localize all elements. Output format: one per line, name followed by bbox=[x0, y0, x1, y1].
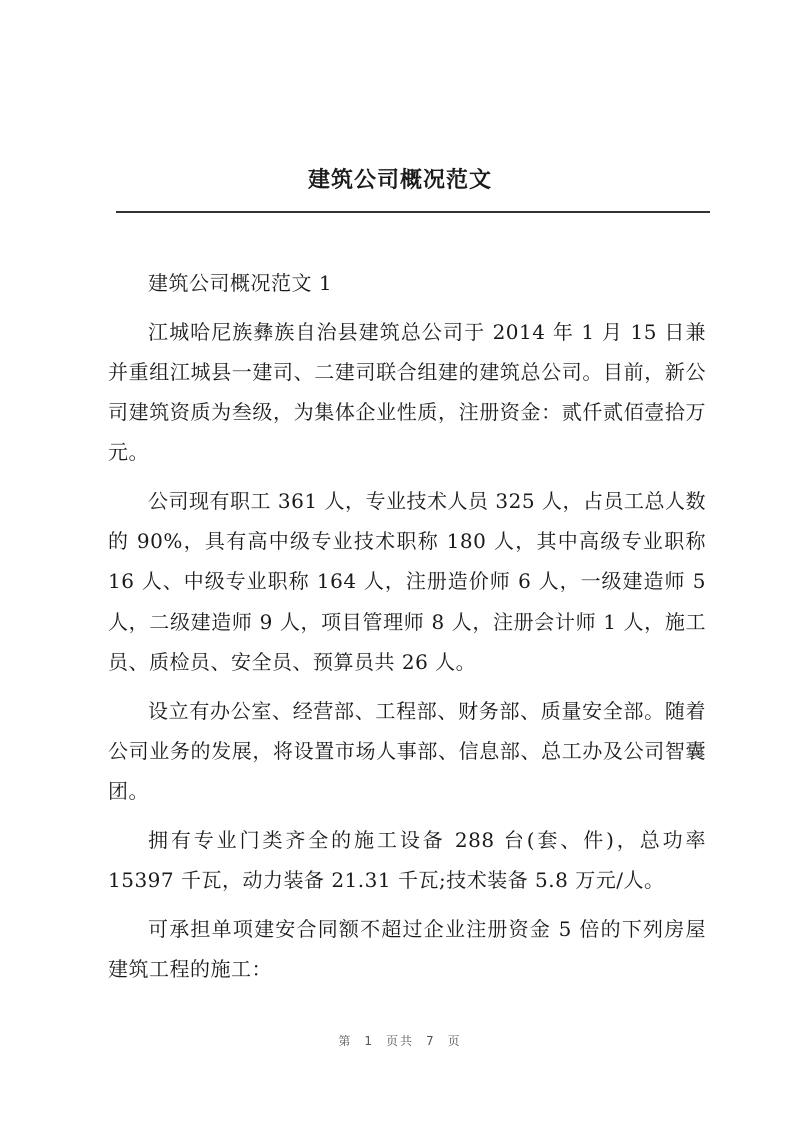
paragraph-equipment: 拥有专业门类齐全的施工设备 288 台(套、件)，总功率 15397 千瓦，动力装备 21.31 千瓦;技术装备 5.8 万元/人。 bbox=[108, 827, 706, 892]
paragraph-staff: 公司现有职工 361 人，专业技术人员 325 人，占员工总人数的 90%，具有高中级专业技术职称 180 人，其中高级专业职称 16 人、中级专业职称 164 人，注册造价师 6 人，一级建造师 5 人，二级建造师 9 人，项目管理师 8 人，注册会计师 1 人，施工员、质检员、安全员、预算员共 26 人。 bbox=[108, 489, 706, 674]
paragraph-company-formation: 江城哈尼族彝族自治县建筑总公司于 2014 年 1 月 15 日兼并重组江城县一建司、二建司联合组建的建筑总公司。目前，新公司建筑资质为叁级，为集体企业性质，注册资金：贰仟贰佰壹拾万元。 bbox=[108, 319, 706, 465]
document-body bbox=[108, 263, 706, 989]
paragraph-scope: 可承担单项建安合同额不超过企业注册资金 5 倍的下列房屋建筑工程的施工： bbox=[108, 916, 706, 981]
paragraph-departments: 设立有办公室、经营部、工程部、财务部、质量安全部。随着公司业务的发展，将设置市场人事部、信息部、总工办及公司智囊团。 bbox=[108, 698, 706, 803]
footer-suffix: 页 bbox=[447, 1034, 462, 1048]
page-footer bbox=[0, 1032, 800, 1049]
footer-middle: 页共 bbox=[385, 1034, 414, 1048]
footer-prefix: 第 bbox=[338, 1034, 353, 1048]
current-page-number: 1 bbox=[364, 1034, 374, 1048]
total-pages-number: 7 bbox=[426, 1034, 436, 1048]
document-title: 建筑公司概况范文 bbox=[307, 168, 492, 193]
title-divider bbox=[116, 211, 710, 213]
section-heading: 建筑公司概况范文 1 bbox=[148, 271, 333, 295]
